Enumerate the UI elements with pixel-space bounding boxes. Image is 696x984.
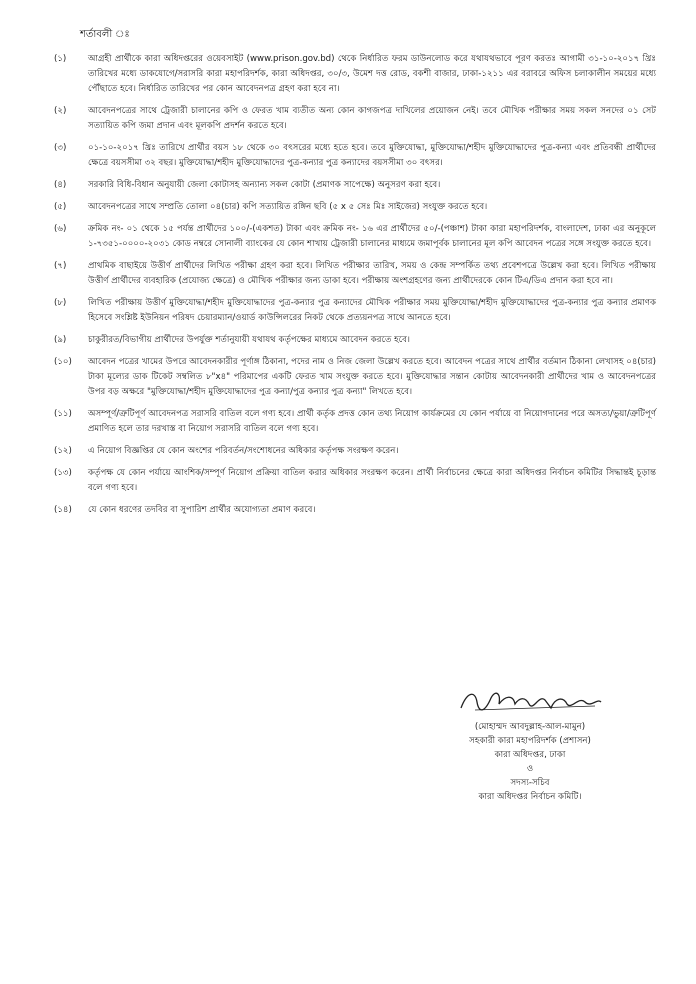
term-number: (৩): [54, 143, 67, 153]
term-number: (৭): [54, 261, 67, 271]
term-text: প্রাথমিক বাছাইয়ে উত্তীর্ণ প্রার্থীদের লিখিত পরীক্ষা গ্রহণ করা হবে। লিখিত পরীক্ষার তারিখ, সময় ও কেন্দ্র সম্পর্কিত তথ্য প্রবেশপত্রে উল্লেখ করা হবে। লিখিত পরীক্ষায় উত্তীর্ণ প্রার্থীদের ব্যবহারিক (প্রযোজ্য ক্ষেত্রে) ও মৌখিক পরীক্ষার জন্য ডাকা হবে। পরীক্ষায় অংশগ্রহণের জন্য প্রার্থীদেরকে কোন টিএ/ডিএ প্রদান করা হবে না।: [88, 261, 656, 286]
terms-heading: শর্তাবলী ঃ: [80, 29, 130, 40]
term-item: [52, 104, 656, 134]
term-number: (৪): [54, 180, 67, 190]
term-item: [52, 222, 656, 252]
signature-block: [430, 684, 630, 804]
term-item: [52, 466, 656, 496]
term-text: আগ্রহী প্রার্থীকে কারা অধিদপ্তরের ওয়েবসাইট (www.prison.gov.bd) থেকে নির্ধারিত ফরম ডাউনলোড করে যথাযথভাবে পূরণ করতঃ আগামী ৩১-১০-২০১৭ খ্রিঃ তারিখের মধ্যে ডাকযোগে/সরাসরি কারা মহাপরিদর্শক, কারা অধিদপ্তর, ৩০/৩, উমেশ দত্ত রোড, বকশী বাজার, ঢাকা-১২১১ এর বরাবরে অফিস চলাকালীন সময়ের মধ্যে পৌঁছাতে হবে। নির্ধারিত তারিখের পর কোন আবেদনপত্র গ্রহণ করা হবে না।: [88, 54, 656, 94]
term-item: [52, 52, 656, 97]
term-item: [52, 503, 656, 518]
term-number: (৬): [54, 224, 67, 234]
signatory-committee: কারা অধিদপ্তর নির্বাচন কমিটি।: [478, 792, 582, 802]
signatory-name: (মোহাম্মদ আবদুল্লাহ-আল-মামুন): [474, 722, 586, 732]
signatory-office: কারা অধিদপ্তর, ঢাকা: [494, 750, 566, 760]
term-number: (৮): [54, 298, 67, 308]
term-text: কর্তৃপক্ষ যে কোন পর্যায়ে আংশিক/সম্পূর্ণ নিয়োগ প্রক্রিয়া বাতিল করার অধিকার সংরক্ষণ করেন। প্রার্থী নির্বাচনের ক্ষেত্রে কারা অধিদপ্তর নির্বাচন কমিটির সিদ্ধান্তই চূড়ান্ত বলে গণ্য হবে।: [88, 468, 657, 493]
term-item: [52, 200, 656, 215]
term-text: লিখিত পরীক্ষায় উত্তীর্ণ মুক্তিযোদ্ধা/শহীদ মুক্তিযোদ্ধাদের পুত্র-কন্যার পুত্র কন্যাদের মৌখিক পরীক্ষার সময় মুক্তিযোদ্ধা/শহীদ মুক্তিযোদ্ধাদের পুত্র-কন্যার পুত্র কন্যার প্রমাণক হিসেবে সংশ্লিষ্ট ইউনিয়ন পরিষদ চেয়ারম্যান/ওয়ার্ড কাউন্সিলরের নিকট থেকে প্রত্যয়নপত্র সাথে আনতে হবে।: [88, 298, 656, 323]
term-text: চাকুরীরত/বিভাগীয় প্রার্থীদের উপর্যুক্ত শর্তানুযায়ী যথাযথ কর্তৃপক্ষের মাধ্যমে আবেদন করতে হবে।: [88, 335, 410, 345]
term-item: [52, 141, 656, 171]
term-number: (৫): [54, 202, 67, 212]
term-item: [52, 407, 656, 437]
term-text: আবেদনপত্রের সাথে সম্প্রতি তোলা ০৪(চার) কপি সত্যায়িত রঙ্গিন ছবি (৫ x ৫ সেঃ মিঃ সাইজের) সংযুক্ত করতে হবে।: [88, 202, 488, 212]
term-text: আবেদন পত্রের খামের উপরে আবেদনকারীর পূর্ণাঙ্গ ঠিকানা, পদের নাম ও নিজ জেলা উল্লেখ করতে হবে। আবেদন পত্রের সাথে প্রার্থীর বর্তমান ঠিকানা লেখাসহ ০৪(চার) টাকা মূল্যের ডাক টিকেট সম্বলিত ৮"x৪" পরিমাপের একটি ফেরত খাম সংযুক্ত করতে হবে। মুক্তিযোদ্ধার সন্তান কোটায় আবেদনকারী প্রার্থীদের খাম ও আবেদনপত্রের উপর বড় অক্ষরে "মুক্তিযোদ্ধা/শহীদ মুক্তিযোদ্ধাদের পুত্র কন্যা/পুত্র কন্যার পুত্র কন্যা" লিখতে হবে।: [88, 357, 656, 397]
term-number: (১৩): [54, 468, 72, 478]
term-number: (১): [54, 54, 67, 64]
term-text: এ নিয়োগ বিজ্ঞপ্তির যে কোন অংশের পরিবর্তন/সংশোধনের অধিকার কর্তৃপক্ষ সংরক্ষণ করেন।: [88, 446, 399, 456]
term-number: (১১): [54, 409, 72, 419]
term-number: (২): [54, 106, 67, 116]
term-item: [52, 333, 656, 348]
term-text: সরকারি বিধি-বিধান অনুযায়ী জেলা কোটাসহ অন্যান্য সকল কোটা (প্রমাণক সাপেক্ষে) অনুসরণ করা হবে।: [88, 180, 441, 190]
handwritten-signature: [455, 684, 605, 718]
term-text: ক্রমিক নং- ০১ থেকে ১৫ পর্যন্ত প্রার্থীদের ১০০/-(একশত) টাকা এবং ক্রমিক নং- ১৬ এর প্রার্থীদের ৫০/-(পঞ্চাশ) টাকা কারা মহাপরিদর্শক, বাংলাদেশ, ঢাকা এর অনুকূলে ১-৭৩৫১-০০০০-২০৩১ কোড নম্বরে সোনালী ব্যাংকের যে কোন শাখায় ট্রেজারী চালানের মাধ্যমে জমাপূর্বক চালানের মূল কপি আবেদন পত্রের সঙ্গে সংযুক্ত করতে হবে।: [88, 224, 656, 249]
term-number: (১২): [54, 446, 72, 456]
term-number: (৯): [54, 335, 67, 345]
term-number: (১৪): [54, 505, 72, 515]
signatory-title: সহকারী কারা মহাপরিদর্শক (প্রশাসন): [469, 736, 591, 746]
term-text: আবেদনপত্রের সাথে ট্রেজারী চালানের কপি ও ফেরত খাম ব্যতীত অন্য কোন কাগজপত্র দাখিলের প্রয়োজন নেই। তবে মৌখিক পরীক্ষার সময় সকল সনদের ০১ সেট সত্যায়িত কপি জমা প্রদান এবং মূলকপি প্রদর্শন করতে হবে।: [88, 106, 656, 131]
terms-list: [52, 52, 656, 525]
term-item: [52, 296, 656, 326]
term-text: যে কোন ধরণের তদবির বা সুপারিশ প্রার্থীর অযোগ্যতা প্রমাণ করবে।: [88, 505, 316, 515]
signatory-role: সদস্য-সচিব: [510, 778, 550, 788]
term-item: [52, 444, 656, 459]
term-item: [52, 259, 656, 289]
term-item: [52, 178, 656, 193]
term-text: ০১-১০-২০১৭ খ্রিঃ তারিখে প্রার্থীর বয়স ১৮ থেকে ৩০ বৎসরের মধ্যে হতে হবে। তবে মুক্তিযোদ্ধা, মুক্তিযোদ্ধা/শহীদ মুক্তিযোদ্ধাদের পুত্র-কন্যা এবং প্রতিবন্ধী প্রার্থীদের ক্ষেত্রে বয়সসীমা ৩২ বছর। মুক্তিযোদ্ধা/শহীদ মুক্তিযোদ্ধাদের পুত্র-কন্যার পুত্র কন্যাদের বয়সসীমা ৩০ বৎসর।: [88, 143, 656, 168]
term-item: [52, 355, 656, 400]
term-text: অসম্পূর্ণ/ত্রুটিপূর্ণ আবেদনপত্র সরাসরি বাতিল বলে গণ্য হবে। প্রার্থী কর্তৃক প্রদত্ত কোন তথ্য নিয়োগ কার্যক্রমের যে কোন পর্যায়ে বা নিয়োগদানের পরে অসত্য/ভুয়া/ত্রুটিপূর্ণ প্রমাণিত হলে তার দরখাস্ত বা নিয়োগ সরাসরি বাতিল বলে গণ্য হবে।: [88, 409, 656, 434]
term-number: (১০): [54, 357, 72, 367]
signatory-conjunction: ও: [526, 764, 534, 774]
